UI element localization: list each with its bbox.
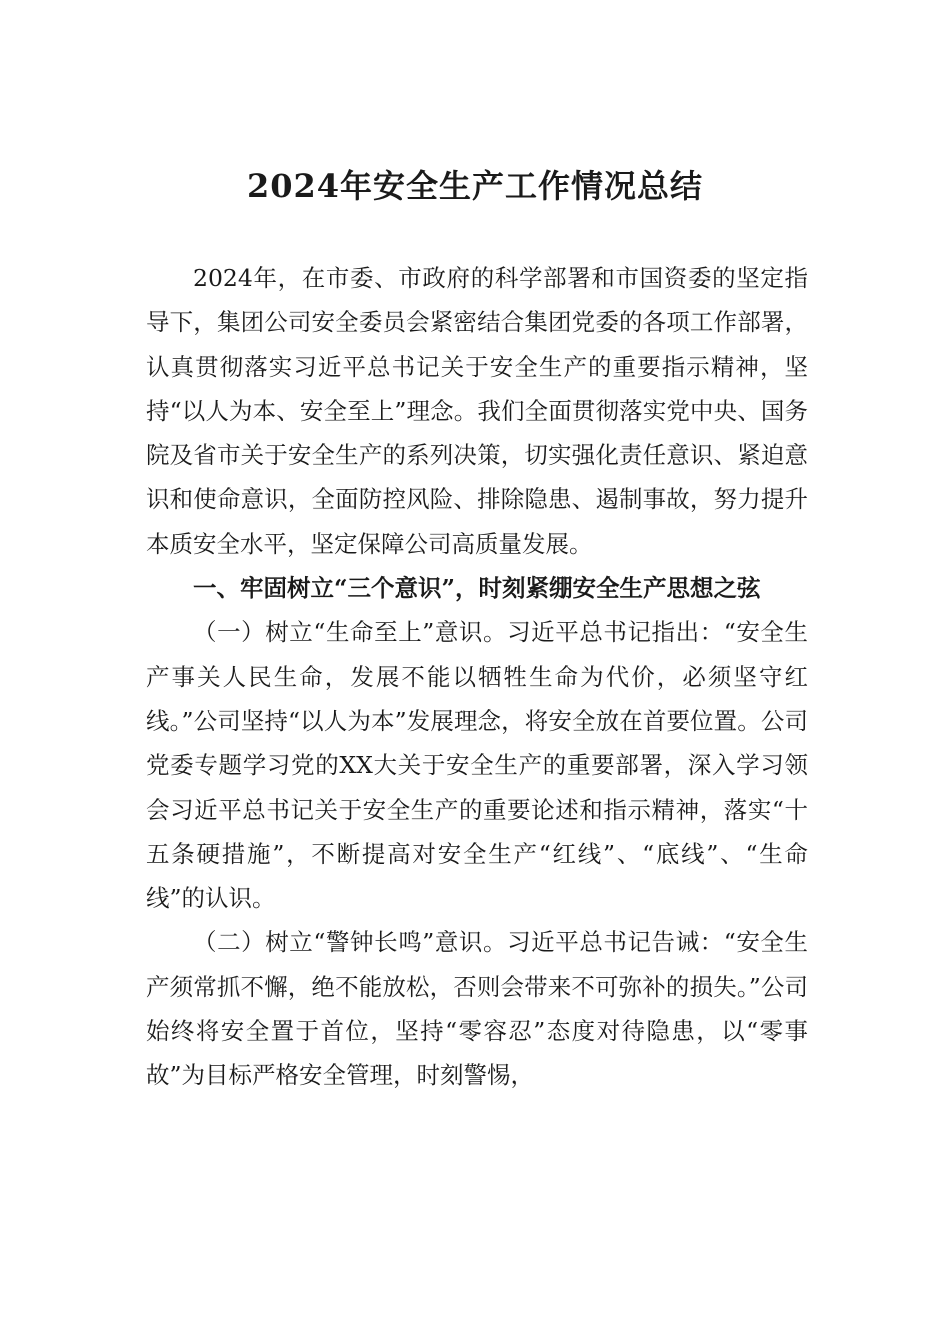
subsection-label-1: （一）树立“生命至上”意识。 bbox=[193, 618, 508, 647]
document-title: 2024年安全生产工作情况总结 bbox=[246, 167, 704, 205]
subsection-label-2: （二）树立“警钟长鸣”意识。 bbox=[193, 928, 508, 957]
subsection-text-1: 习近平总书记指出：“安全生产事关人民生命，发展不能以牺牲生命为代价，必须坚守红线。”公司坚持“以人为本”发展理念，将安全放在首要位置。公司党委专题学习党的XX大关于安全生产的重要部署，深入学习领会习近平总书记关于安全生产的重要论述和指示精神，落实“十五条硬措施”，不断提高对安全生产“红线”、“底线”、“生命线”的认识。 bbox=[146, 618, 809, 913]
intro-paragraph: 2024年，在市委、市政府的科学部署和市国资委的坚定指导下，集团公司安全委员会紧密结合集团党委的各项工作部署，认真贯彻落实习近平总书记关于安全生产的重要指示精神，坚持“以人为本、安全至上”理念。我们全面贯彻落实党中央、国务院及省市关于安全生产的系列决策，切实强化责任意识、紧迫意识和使命意识，全面防控风险、排除隐患、遏制事故，努力提升本质安全水平，坚定保障公司高质量发展。 bbox=[146, 264, 808, 558]
subsection-paragraph-2 bbox=[146, 920, 808, 1097]
section-heading-1: 一、牢固树立“三个意识”，时刻紧绷安全生产思想之弦 bbox=[193, 574, 761, 603]
subsection-paragraph-1 bbox=[146, 610, 808, 920]
document-body bbox=[146, 256, 808, 1098]
subsection-text-2: 习近平总书记告诫：“安全生产须常抓不懈，绝不能放松，否则会带来不可弥补的损失。”公司始终将安全置于首位，坚持“零容忍”态度对待隐患，以“零事故”为目标严格安全管理，时刻警惕， bbox=[146, 928, 809, 1090]
